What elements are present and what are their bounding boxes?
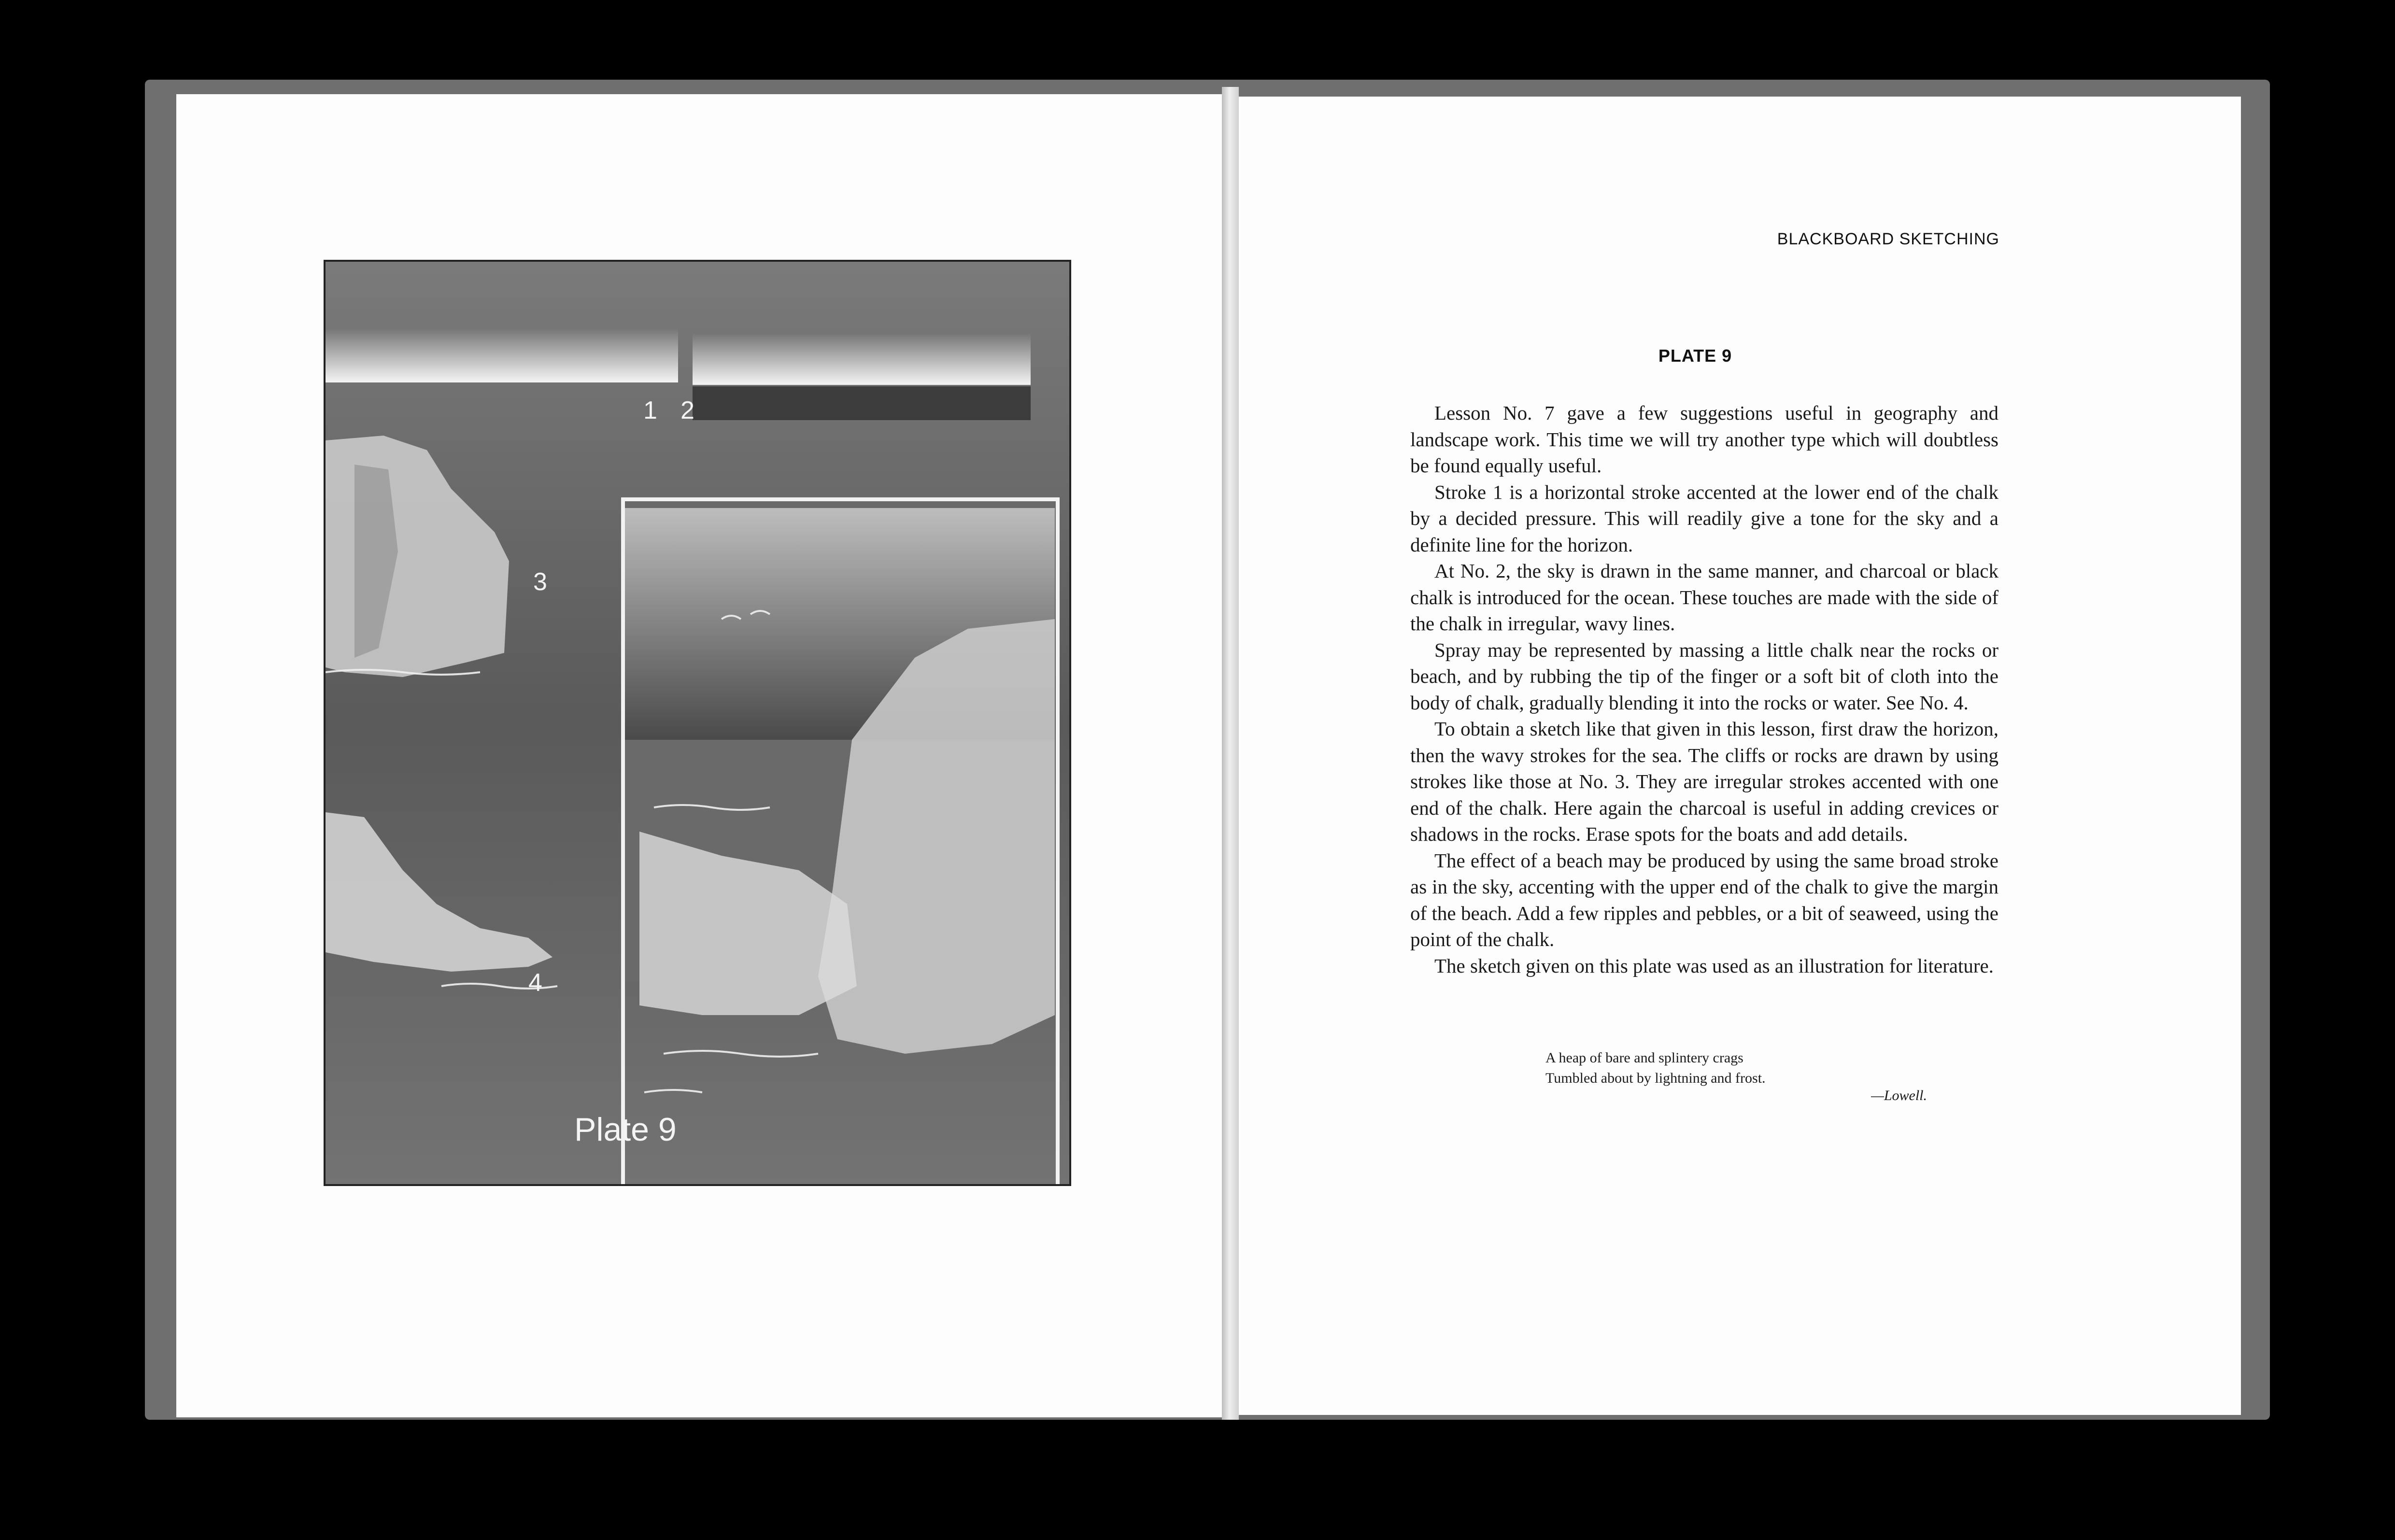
plate-label-2: 2	[680, 396, 694, 424]
quote-line-1: A heap of bare and splintery crags	[1545, 1050, 1743, 1066]
stroke-2	[693, 334, 1031, 385]
plate-caption: Plate 9	[574, 1111, 677, 1148]
paragraph-1: Lesson No. 7 gave a few suggestions useful in geography and landscape work. This time we will try another type which will doubtless be found equally useful.	[1410, 402, 1998, 477]
quote-line-2: Tumbled about by lightning and frost.	[1545, 1070, 1766, 1086]
paragraph-3: At No. 2, the sky is drawn in the same manner, and charcoal or black chalk is introduced for the ocean. These touches are made with the side of the chalk in irregular, wavy lines.	[1410, 560, 1998, 635]
plate-title: PLATE 9	[1658, 346, 1732, 366]
paragraph-5: To obtain a sketch like that given in this lesson, first draw the horizon, then the wavy strokes for the sea. The cliffs or rocks are drawn by using strokes like those at No. 3. They are irregular strokes accented with one end of the chalk. Here again the charcoal is useful in adding crevices or shadows in the rocks. Erase spots for the boats and add details.	[1410, 718, 1998, 845]
quotation	[1545, 1048, 1917, 1088]
plate-label-4: 4	[528, 969, 542, 997]
plate-label-3: 3	[533, 568, 547, 596]
book-gutter	[1222, 87, 1239, 1420]
paragraph-4: Spray may be represented by massing a little chalk near the rocks or beach, and by rubbing the tip of the finger or a soft bit of cloth into the body of chalk, gradually blending it into the rocks or water. See No. 4.	[1410, 638, 1998, 714]
plate-label-1: 1	[643, 396, 657, 424]
paragraph-2: Stroke 1 is a horizontal stroke accented at the lower end of the chalk by a decided pressure. This will readily give a tone for the sky and a definite line for the horizon.	[1410, 480, 1998, 556]
chalkboard-sketch	[326, 262, 1069, 1184]
running-head: BLACKBOARD SKETCHING	[1777, 230, 1999, 248]
stroke-1	[326, 329, 678, 382]
body-text	[1410, 400, 1998, 979]
paragraph-6: The effect of a beach may be produced by using the same broad stroke as in the sky, accenting with the upper end of the chalk to give the margin of the beach. Add a few ripples and pebbles, or a bit of seaweed, using the point of the chalk.	[1410, 849, 1998, 950]
quote-attribution: —Lowell.	[1871, 1088, 1927, 1103]
plate-photograph	[324, 260, 1071, 1186]
ocean-charcoal	[693, 386, 1031, 420]
paragraph-7: The sketch given on this plate was used as an illustration for literature.	[1434, 954, 1994, 977]
